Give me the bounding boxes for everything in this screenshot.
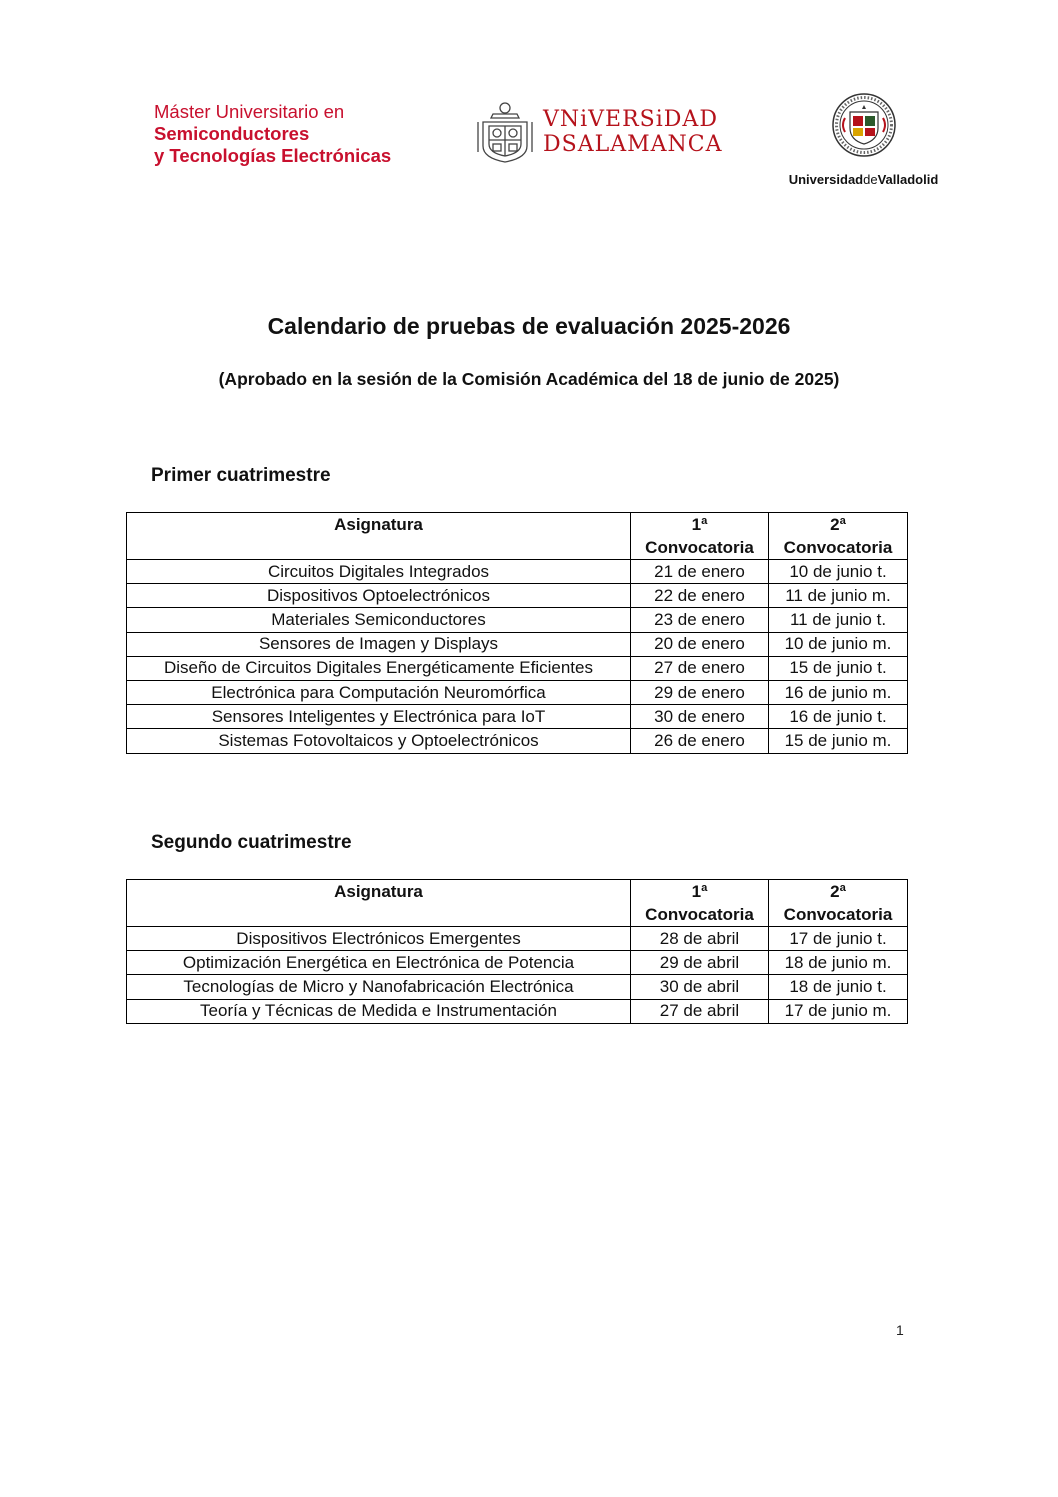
- table-row: [127, 608, 908, 632]
- cell-segunda-convocatoria: 10 de junio m.: [769, 632, 908, 656]
- cell-asignatura: Sensores de Imagen y Displays: [127, 632, 631, 656]
- header-asignatura: Asignatura: [127, 880, 631, 927]
- master-logo: [154, 101, 391, 167]
- header-primera-convocatoria: [631, 513, 769, 560]
- valladolid-wordmark: [786, 172, 941, 187]
- table-row: [127, 656, 908, 680]
- valladolid-seal-icon: [831, 92, 897, 158]
- header-primera-ordinal: 1ª: [691, 515, 708, 534]
- header-primera-label: Convocatoria: [645, 905, 754, 924]
- valladolid-wordmark-part2: de: [863, 172, 878, 187]
- table-body-primer: [127, 560, 908, 754]
- cell-segunda-convocatoria: 15 de junio t.: [769, 656, 908, 680]
- master-logo-line3: y Tecnologías Electrónicas: [154, 145, 392, 166]
- schedule-table-segundo: [126, 879, 908, 1024]
- header-primera-label: Convocatoria: [645, 538, 754, 557]
- cell-segunda-convocatoria: 15 de junio m.: [769, 729, 908, 753]
- page-number: 1: [896, 1322, 904, 1338]
- table-row: [127, 729, 908, 753]
- header-segunda-convocatoria: [769, 513, 908, 560]
- document-title: Calendario de pruebas de evaluación 2025-2026: [267, 313, 791, 339]
- cell-primera-convocatoria: 26 de enero: [631, 729, 769, 753]
- cell-primera-convocatoria: 27 de enero: [631, 656, 769, 680]
- salamanca-wordmark: [543, 107, 722, 157]
- table-row: [127, 999, 908, 1023]
- table-row: [127, 680, 908, 704]
- section-title-primer: Primer cuatrimestre: [151, 465, 331, 486]
- cell-primera-convocatoria: 22 de enero: [631, 584, 769, 608]
- cell-asignatura: Sistemas Fotovoltaicos y Optoelectrónicos: [127, 729, 631, 753]
- cell-segunda-convocatoria: 18 de junio m.: [769, 951, 908, 975]
- master-logo-line1: Máster Universitario en: [154, 101, 345, 122]
- header-segunda-ordinal: 2ª: [830, 882, 846, 901]
- cell-segunda-convocatoria: 16 de junio m.: [769, 680, 908, 704]
- table-row: [127, 584, 908, 608]
- cell-primera-convocatoria: 21 de enero: [631, 560, 769, 584]
- cell-primera-convocatoria: 30 de abril: [631, 975, 769, 999]
- cell-asignatura: Diseño de Circuitos Digitales Energéticamente Eficientes: [127, 656, 631, 680]
- cell-asignatura: Materiales Semiconductores: [127, 608, 631, 632]
- header-primera-ordinal: 1ª: [691, 882, 708, 901]
- header-asignatura: Asignatura: [127, 513, 631, 560]
- header-segunda-label: Convocatoria: [783, 905, 893, 924]
- valladolid-wordmark-part3: Valladolid: [877, 172, 939, 187]
- cell-primera-convocatoria: 27 de abril: [631, 999, 769, 1023]
- table-row: [127, 951, 908, 975]
- cell-segunda-convocatoria: 11 de junio t.: [769, 608, 908, 632]
- table-row: [127, 975, 908, 999]
- schedule-table-primer: [126, 512, 908, 754]
- table-header-row: [127, 513, 908, 560]
- cell-asignatura: Teoría y Técnicas de Medida e Instrumentación: [127, 999, 631, 1023]
- table-row: [127, 632, 908, 656]
- cell-asignatura: Dispositivos Electrónicos Emergentes: [127, 927, 631, 951]
- cell-segunda-convocatoria: 16 de junio t.: [769, 705, 908, 729]
- salamanca-crest-icon: [475, 100, 535, 164]
- table-body-segundo: [127, 927, 908, 1024]
- header-segunda-label: Convocatoria: [783, 538, 893, 557]
- cell-asignatura: Dispositivos Optoelectrónicos: [127, 584, 631, 608]
- cell-asignatura: Circuitos Digitales Integrados: [127, 560, 631, 584]
- header-segunda-ordinal: 2ª: [830, 515, 846, 534]
- table-row: [127, 927, 908, 951]
- table-row: [127, 560, 908, 584]
- universidad-valladolid-logo: [786, 92, 941, 187]
- valladolid-wordmark-part1: Universidad: [788, 172, 864, 187]
- table-header-row: [127, 880, 908, 927]
- header-primera-convocatoria: [631, 880, 769, 927]
- cell-segunda-convocatoria: 17 de junio t.: [769, 927, 908, 951]
- section-title-segundo: Segundo cuatrimestre: [151, 832, 352, 853]
- cell-primera-convocatoria: 30 de enero: [631, 705, 769, 729]
- header-segunda-convocatoria: [769, 880, 908, 927]
- cell-asignatura: Electrónica para Computación Neuromórfica: [127, 680, 631, 704]
- salamanca-wordmark-line2: DSALAMANCA: [543, 132, 723, 157]
- cell-primera-convocatoria: 28 de abril: [631, 927, 769, 951]
- cell-primera-convocatoria: 23 de enero: [631, 608, 769, 632]
- cell-primera-convocatoria: 20 de enero: [631, 632, 769, 656]
- salamanca-wordmark-line1: VNiVERSiDAD: [543, 107, 718, 132]
- cell-segunda-convocatoria: 17 de junio m.: [769, 999, 908, 1023]
- cell-segunda-convocatoria: 10 de junio t.: [769, 560, 908, 584]
- cell-primera-convocatoria: 29 de abril: [631, 951, 769, 975]
- cell-segunda-convocatoria: 11 de junio m.: [769, 584, 908, 608]
- document-subtitle: (Aprobado en la sesión de la Comisión Académica del 18 de junio de 2025): [218, 369, 840, 389]
- cell-asignatura: Optimización Energética en Electrónica de Potencia: [127, 951, 631, 975]
- cell-asignatura: Tecnologías de Micro y Nanofabricación Electrónica: [127, 975, 631, 999]
- cell-asignatura: Sensores Inteligentes y Electrónica para IoT: [127, 705, 631, 729]
- master-logo-line2: Semiconductores: [154, 123, 310, 144]
- cell-primera-convocatoria: 29 de enero: [631, 680, 769, 704]
- universidad-salamanca-logo: [475, 100, 722, 164]
- table-row: [127, 705, 908, 729]
- cell-segunda-convocatoria: 18 de junio t.: [769, 975, 908, 999]
